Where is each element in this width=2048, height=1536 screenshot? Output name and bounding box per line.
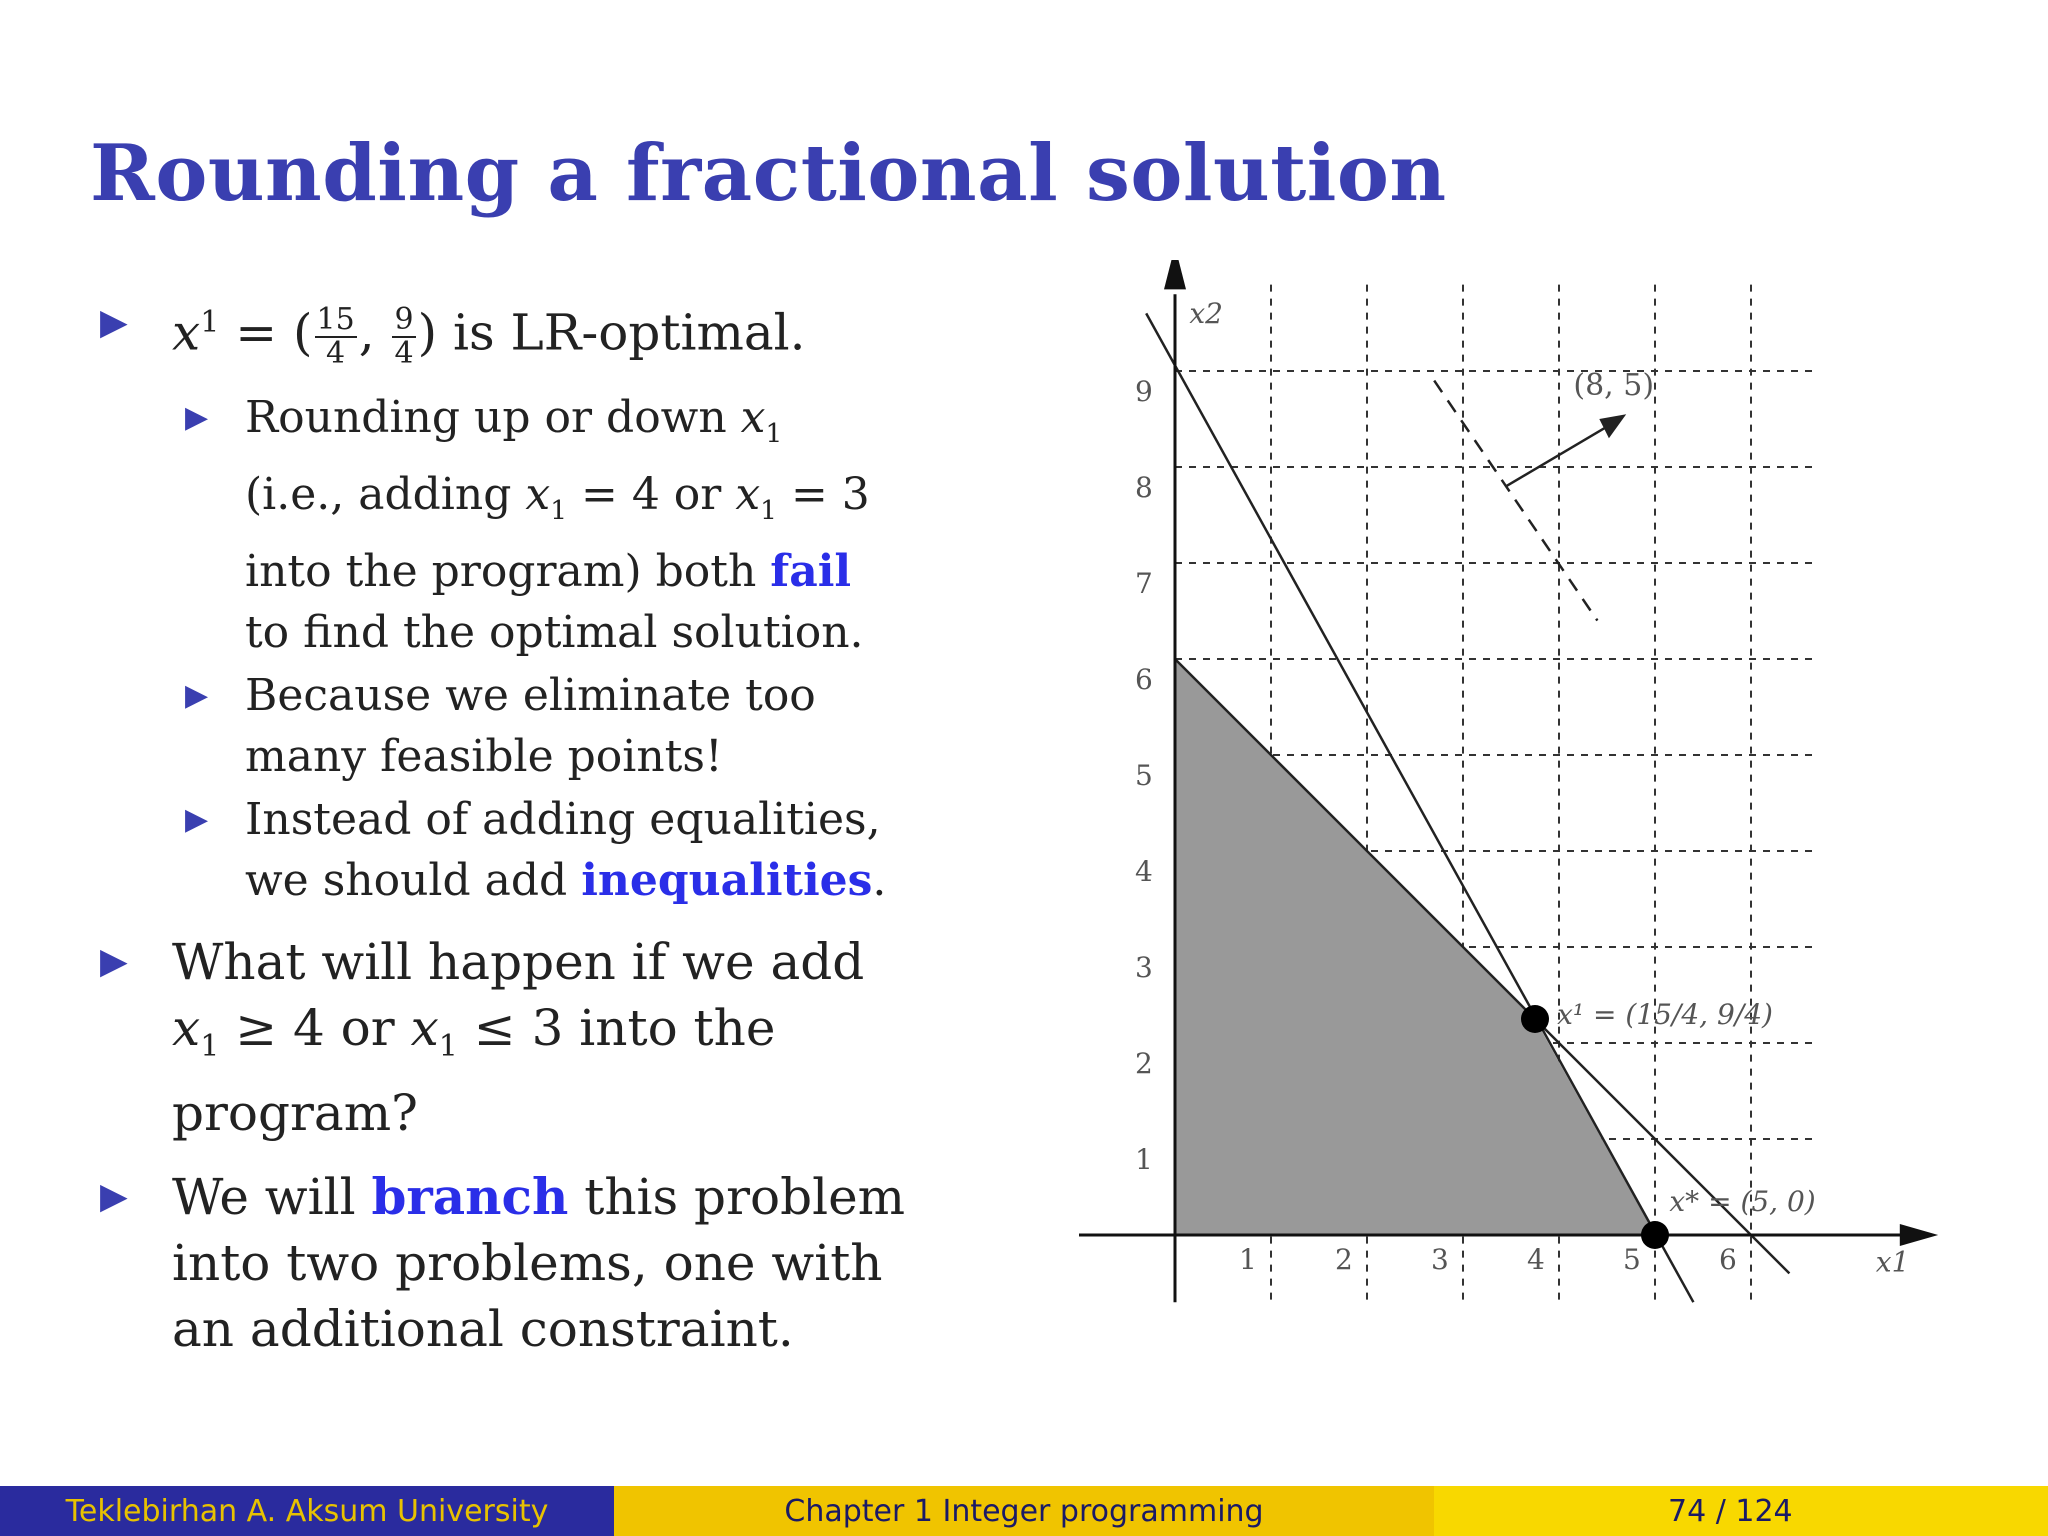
footer-chapter: Chapter 1 Integer programming [614,1486,1434,1536]
y-tick-label: 2 [1135,1047,1153,1080]
point-xstar [1641,1221,1669,1249]
y-tick-label: 1 [1135,1143,1153,1176]
triangle-bullet-icon: ▶ [185,801,209,837]
x-tick-label: 4 [1527,1243,1545,1276]
y-tick-label: 6 [1135,663,1153,696]
subbullet-eliminate: ▶ Because we eliminate too many feasible points! [185,665,980,787]
highlight-fail: fail [770,545,852,597]
lp-feasible-region-figure [1060,260,1940,1320]
y-tick-label: 3 [1135,951,1153,984]
objective-arrowhead-icon [1599,414,1626,438]
x-tick-label: 1 [1239,1243,1257,1276]
bullet-branch: ▶ We will branch this problem into two problems, one with an additional constraint. [100,1164,980,1362]
bullet-lr-optimal: ▶ $x^1$ = ( $\frac{15}{4}$ , $\frac{9}{4}$ ) is LR-optimal. [100,290,980,369]
subbullet-inequalities: ▶ Instead of adding equalities, we should add inequalities. [185,789,980,911]
point-x1 [1521,1005,1549,1033]
triangle-bullet-icon: ▶ [100,302,128,343]
point-xstar-label: x* = (5, 0) [1669,1185,1816,1218]
triangle-bullet-icon: ▶ [185,400,209,436]
y-axis-arrowhead-icon [1164,260,1186,289]
footer-bar [0,1486,2048,1536]
footer-page-number: 74 / 124 [1434,1486,2048,1536]
bullet-what-happens: ▶ What will happen if we add $x_1 \ge 4$ or $x_1 \le 3$ into the program? [100,929,980,1146]
triangle-bullet-icon: ▶ [100,1175,128,1217]
y-tick-label: 8 [1135,471,1153,504]
fraction-9-4: $\frac{9}{4}$ [394,302,414,371]
x-tick-label: 6 [1719,1243,1737,1276]
slide-content [100,290,980,1380]
triangle-bullet-icon: ▶ [185,677,209,713]
fraction-15-4: $\frac{15}{4}$ [316,302,355,371]
footer-author: Teklebirhan A. Aksum University [0,1486,614,1536]
x-tick-label: 5 [1623,1243,1641,1276]
x-axis-label: x1 [1875,1245,1910,1279]
y-tick-label: 9 [1135,375,1153,408]
triangle-bullet-icon: ▶ [100,940,128,982]
y-tick-label: 7 [1135,567,1153,600]
highlight-inequalities: inequalities [581,854,873,906]
objective-label: (8, 5) [1573,368,1655,403]
x-axis-arrowhead-icon [1900,1224,1938,1246]
y-axis-label: x2 [1189,297,1224,330]
y-tick-label: 5 [1135,759,1153,792]
objective-isoline [1434,381,1597,621]
highlight-branch: branch [371,1166,569,1226]
x-tick-label: 3 [1431,1243,1449,1276]
point-x1-label: x¹ = (15/4, 9/4) [1557,997,1773,1031]
subbullet-rounding: ▶ Rounding up or down $x_1$ (i.e., adding $x_1 = 4$ or $x_1 = 3$ into the program) both fail to find the optimal solution. [185,387,980,663]
y-tick-label: 4 [1135,855,1153,888]
slide-title: Rounding a fractional solution [90,128,1447,219]
objective-direction-arrow [1506,424,1612,486]
x-tick-label: 2 [1335,1243,1353,1276]
